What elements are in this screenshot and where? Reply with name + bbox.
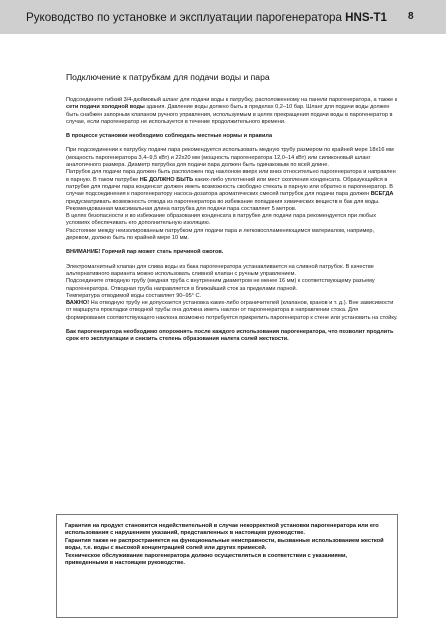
text-span: здания. Давление воды должно быть в пределах 0,2–10 бар. Шланг для подачи воды должен быть снабжен запорным клапаном ручного управления, используемым в целях прекращения подачи воды в парогенератор в случае, если парогенератор не используется в течение продолжительного времени. <box>66 104 393 125</box>
insulation-paragraph: В целях безопасности и во избежание образования конденсата в патрубке для подачи пара рекомендуется при любых условиях обеспечивать его дополнительную изоляцию. <box>66 213 377 227</box>
water-connection-paragraph <box>66 97 398 126</box>
page-header <box>0 0 446 34</box>
warranty-text <box>65 523 389 567</box>
section-title: Подключение к патрубкам для подачи воды и пара <box>66 72 270 82</box>
drain-valve-paragraph: Электромагнитный клапан для слива воды из бака парогенератора устанавливается на сливной патрубок. В качестве альтернативного варианта можно использовать сливной клапан с ручным управлением. <box>66 263 374 277</box>
page-number: 8 <box>408 11 414 22</box>
empty-tank-note: Бак парогенератора необходимо опорожнять после каждого использования парогенератора, что позволит продлить срок его эксплуатации и снизить степень образования налета солей жесткости. <box>66 329 394 343</box>
text-span: Подсоедините гибкий 3/4-дюймовый шланг для подачи воды к патрубку, расположенному на панели парогенератора, а также к <box>66 97 398 103</box>
text-span: каких-либо уплотнений или мест скопления конденсата. Образующийся в патрубке для подачи пара конденсат должен иметь возможность свободно стекать в парную или обратно в парогенератор. В случае подсоединения к парогенератору насоса-дозатора ароматических смесей патрубок для подачи пара должен <box>66 176 393 198</box>
warranty-hard-water-line: Гарантия также не распространяется на функциональные неисправности, вызванные использованием жесткой воды, т.е. воды с высокой концентрацией солей или других примесей. <box>65 537 384 552</box>
text-span: Патрубок для подачи пара должен быть расположен под наклоном вверх или вниз относительно парогенератора и направлен в парную. В таком патрубке <box>66 169 396 183</box>
always-emphasis: ВСЕГДА <box>370 191 394 198</box>
drain-temperature-paragraph: Температура отводимой воды составляет 90–95° С. <box>66 292 202 299</box>
warranty-maintenance-line: Техническое обслуживание парогенератора должно осуществляться в соответствии с указаниями, приведенными в настоящем руководстве. <box>65 552 348 567</box>
important-drain-paragraph <box>66 300 398 322</box>
warranty-void-line: Гарантия на продукт становится недействительной в случае некорректной установки парогенератора или его использования с нарушением указаний, представленных в настоящем руководстве. <box>65 523 379 537</box>
text-span: предусматривать возможность отвода из парогенератора во избежание попадания химических веществ в бак для воды. <box>66 198 380 205</box>
important-label: ВАЖНО! <box>66 300 90 307</box>
model-name: HNS-T1 <box>345 11 388 24</box>
text-span: На отводную трубу не допускается установка каких-либо ограничителей (клапанов, кранов и т. д.). Вне зависимости от маршрута прокладки отводной трубы она должна иметь наклон от парогенератора в направлении стока. Для формирования соответствующего наклона возможно потребуется прикрепить парогенератор к стене или установить на стойку. <box>66 300 398 321</box>
local-regulations-note: В процессе установки необходимо соблюдать местные нормы и правила <box>66 133 273 140</box>
max-length-paragraph: Рекомендованная максимальная длина патрубка для подачи пара составляет 5 метров. <box>66 205 297 212</box>
distance-paragraph: Расстояние между неизолированным патрубком для подачи пара и легковоспламеняющимся материалом, например, деревом, должно быть по крайней мере 10 мм. <box>66 227 375 242</box>
steam-pipe-size-paragraph: При подсоединении к патрубку подачи пара рекомендуется использовать медную трубу размером по крайней мере 18x16 мм (мощность парогенератора 3,4–9,5 кВт) и 22x20 мм (мощность парогенератора 12,0–14 кВт) или силиконовый шланг аналогичного размера. Диаметр патрубка для подачи пара должен быть одинаковым по всей длине. <box>66 147 394 169</box>
drain-pipe-paragraph: Подсоедините отводную трубу (медная труба с внутренним диаметром не менее 16 мм) к соответствующему разъему парогенератора. Отводная труба направляется в ближайший сток за пределами парной. <box>66 278 375 292</box>
must-not-emphasis: НЕ ДОЛЖНО БЫТЬ <box>139 176 194 183</box>
body-text <box>66 97 398 344</box>
steam-pipe-slope-paragraph <box>66 169 398 205</box>
document-title-text: Руководство по установке и эксплуатации парогенератора <box>26 11 342 24</box>
document-title <box>26 11 387 24</box>
cold-water-emphasis: сети подачи холодной воды <box>66 104 145 111</box>
hot-steam-warning: ВНИМАНИЕ! Горячий пар может стать причиной ожогов. <box>66 249 224 256</box>
warranty-box <box>56 514 398 618</box>
